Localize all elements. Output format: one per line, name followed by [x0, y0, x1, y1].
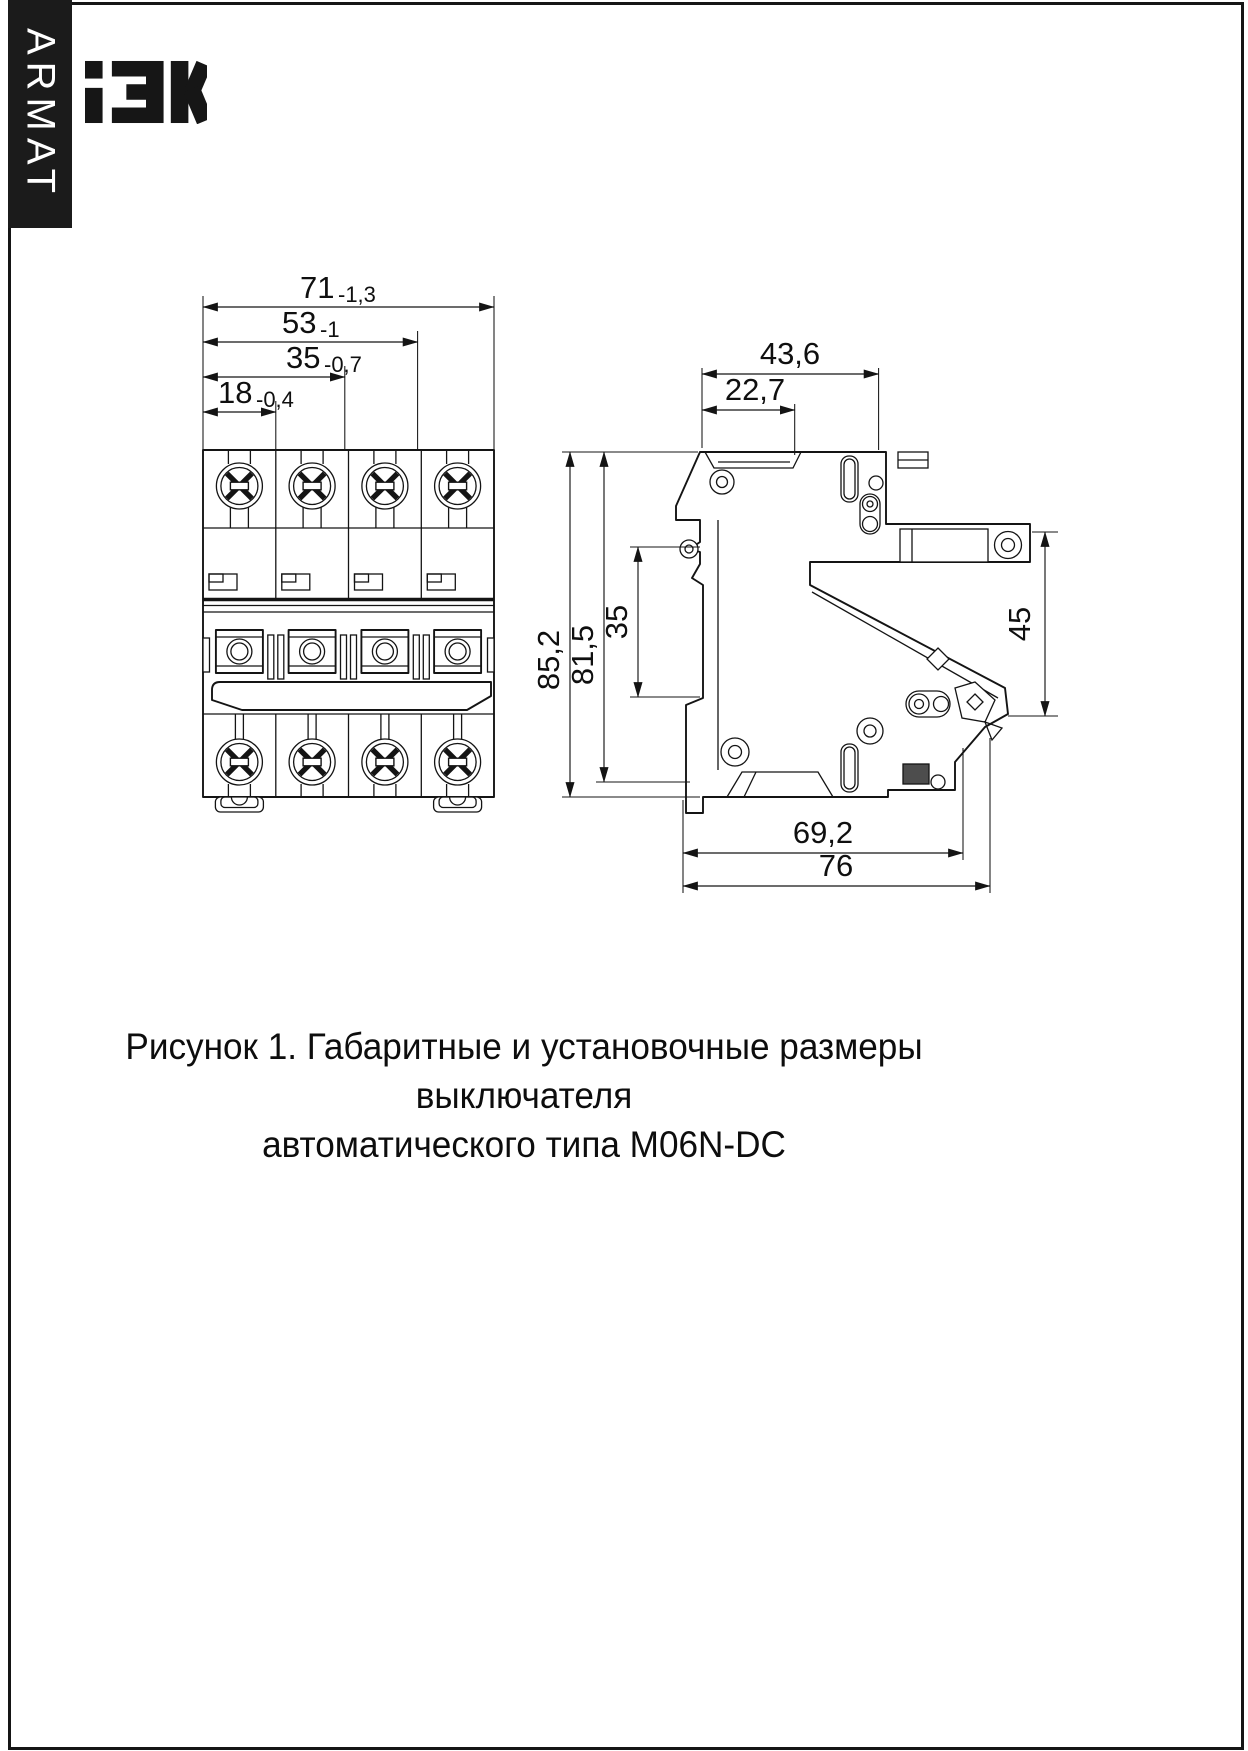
- svg-text:43,6: 43,6: [759, 336, 821, 371]
- svg-text:71: 71: [300, 270, 335, 305]
- dim-depth-top: [702, 336, 879, 374]
- armat-label: ARMAT: [18, 27, 63, 201]
- dim-height-total: [531, 452, 570, 797]
- interlock-band: [212, 682, 491, 710]
- svg-text:-0,4: -0,4: [256, 387, 294, 412]
- svg-text:-1,3: -1,3: [338, 282, 376, 307]
- figure-caption-line1: Рисунок 1. Габаритные и установочные размеры выключателя: [125, 1026, 923, 1116]
- dim-toggle-offset: [702, 372, 795, 410]
- svg-text:-1: -1: [320, 317, 340, 342]
- toggle-handles: [203, 630, 494, 679]
- figure-caption-line2: автоматического типа М06N-DC: [262, 1124, 786, 1165]
- dim-depth-max: [683, 848, 990, 886]
- dim-width-total: [203, 270, 494, 307]
- figure-caption: [78, 1022, 971, 1169]
- svg-text:81,5: 81,5: [565, 624, 600, 686]
- svg-text:76: 76: [818, 848, 854, 883]
- front-view-dimensions: [203, 270, 494, 450]
- dim-width-2p: [203, 340, 362, 377]
- dim-width-3p: [203, 305, 418, 342]
- side-view: [676, 452, 1030, 813]
- dim-width-1p: [203, 375, 294, 412]
- svg-text:85,2: 85,2: [531, 629, 566, 691]
- svg-text:18: 18: [218, 375, 253, 410]
- svg-text:45: 45: [1002, 606, 1037, 642]
- svg-text:22,7: 22,7: [724, 372, 786, 407]
- front-view: [203, 450, 494, 812]
- svg-text:35: 35: [599, 604, 634, 640]
- svg-text:69,2: 69,2: [792, 815, 854, 850]
- svg-text:53: 53: [282, 305, 317, 340]
- svg-text:35: 35: [286, 340, 321, 375]
- dim-din-rail-span: [599, 547, 638, 697]
- svg-text:-0,7: -0,7: [324, 352, 362, 377]
